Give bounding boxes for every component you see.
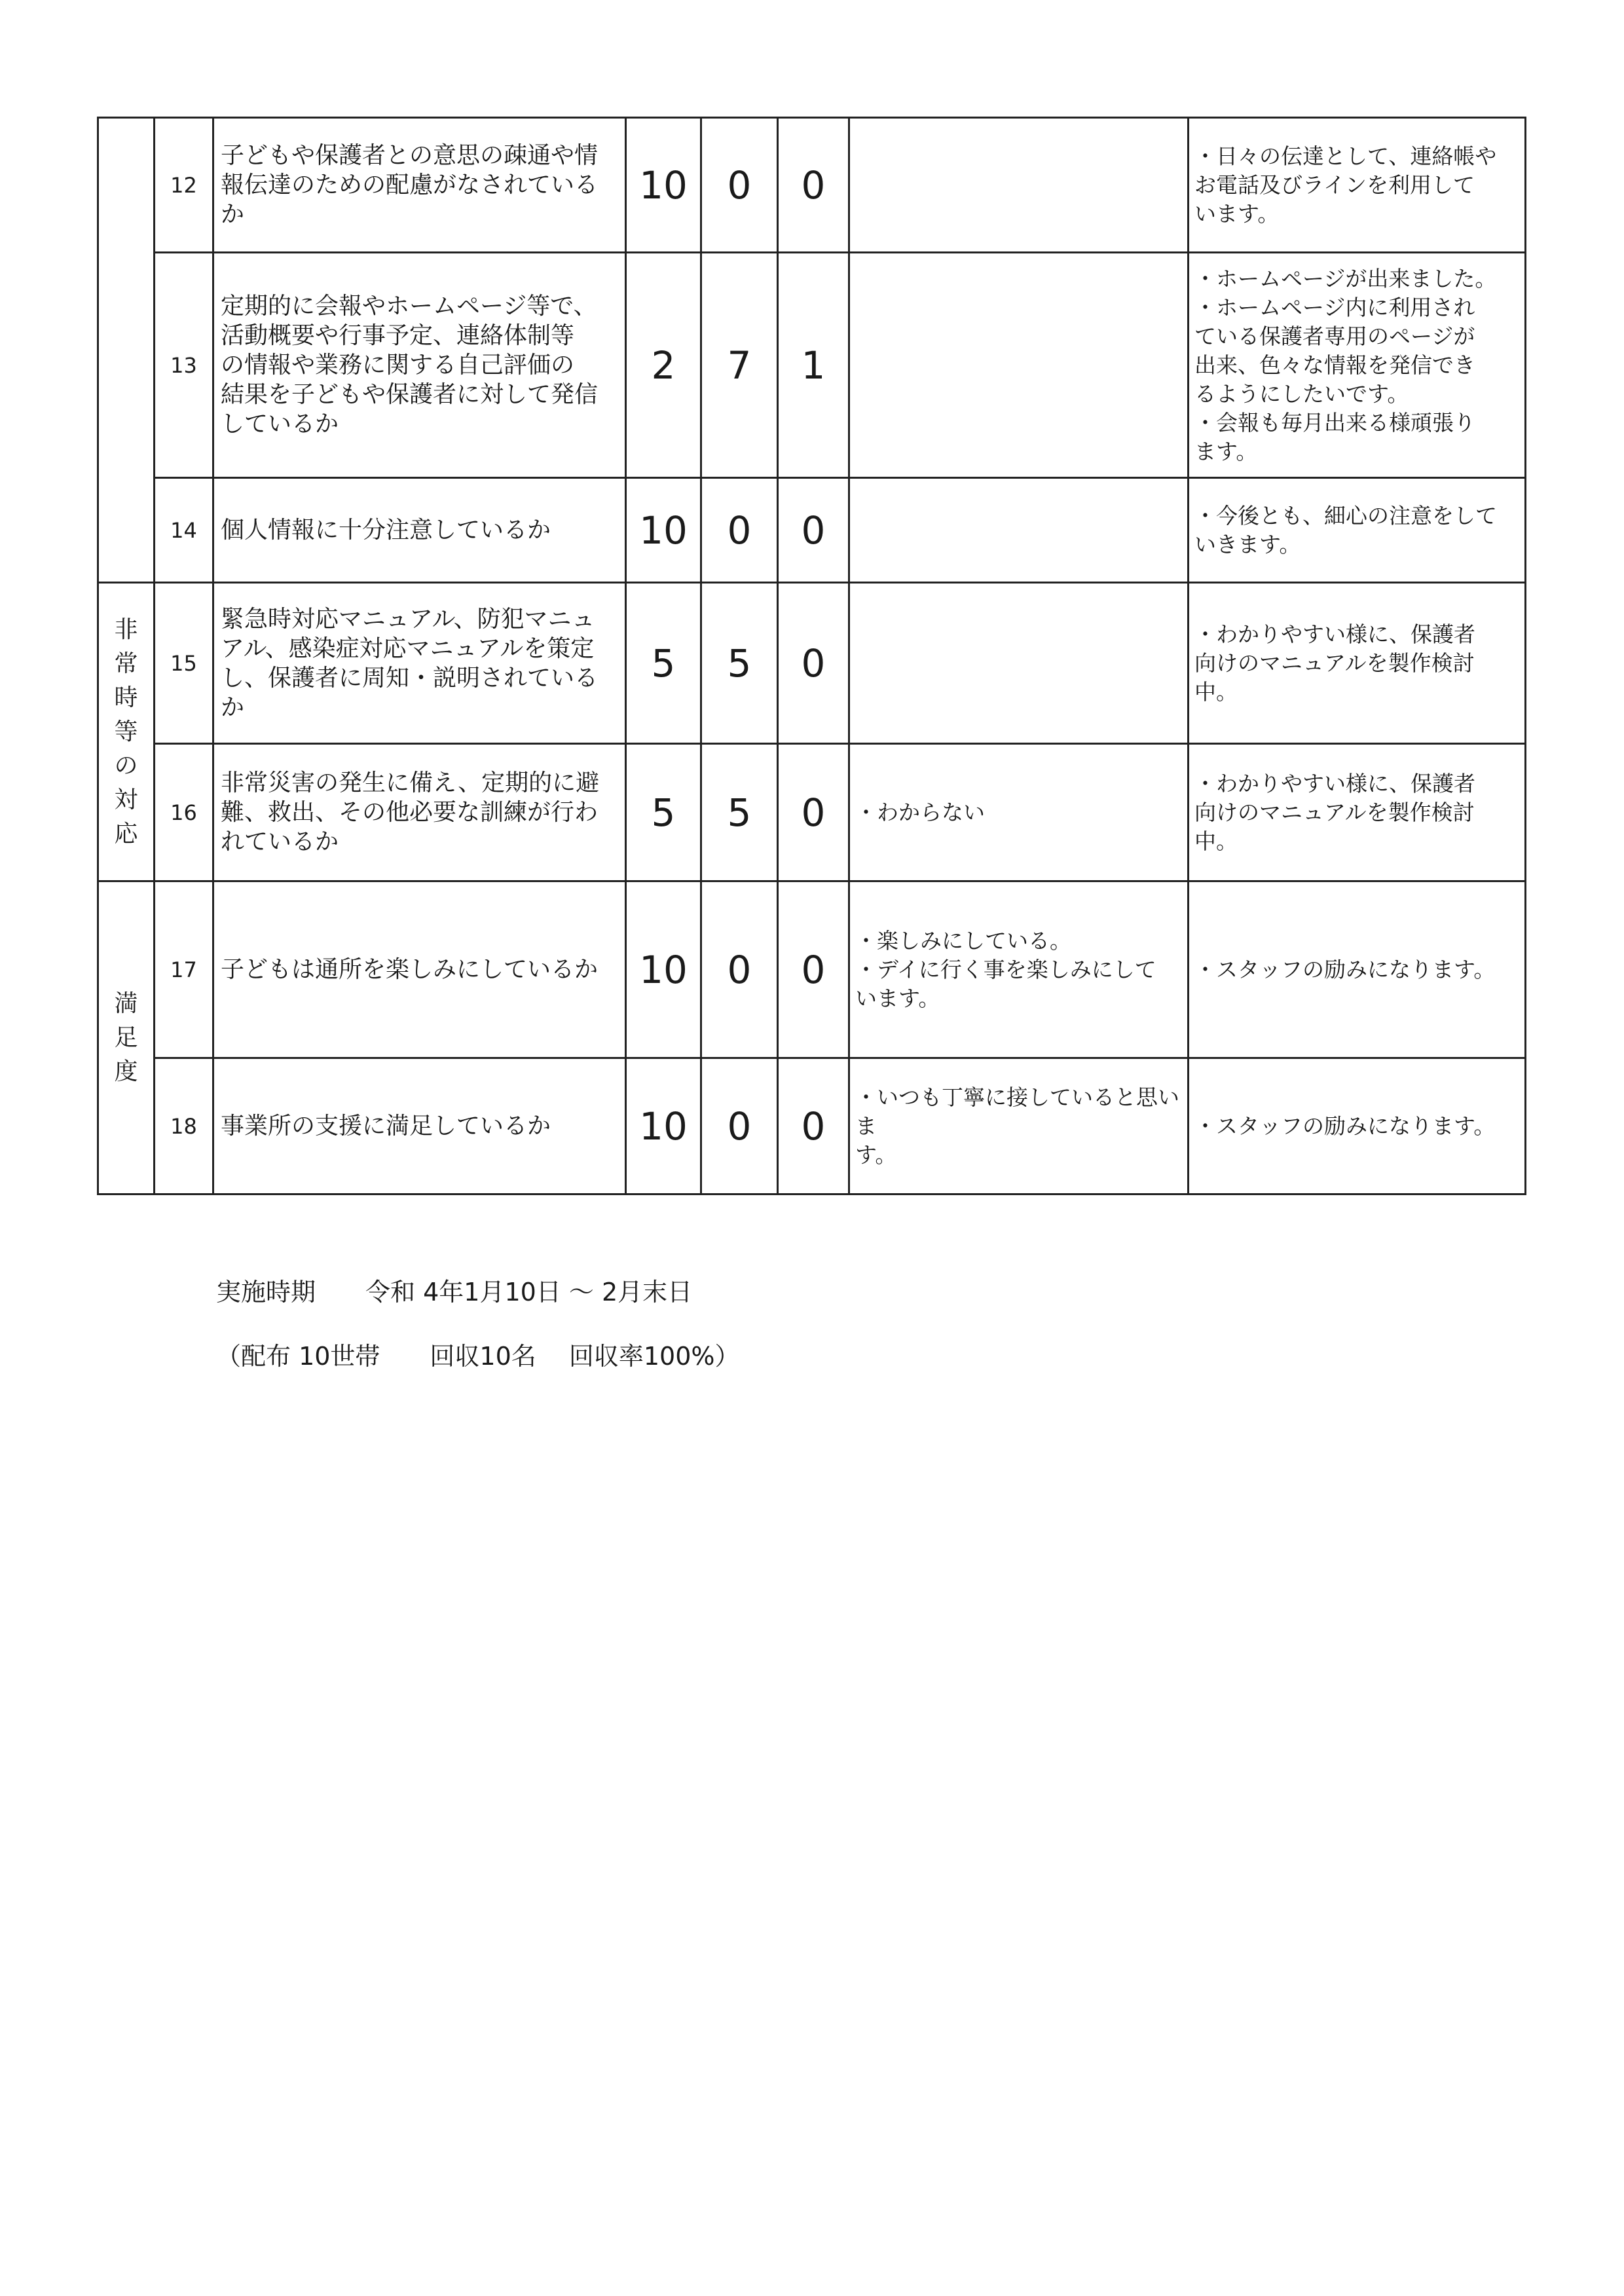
facility-response bbox=[1189, 478, 1526, 583]
comment-line: ・いつも丁寧に接していると思いま bbox=[855, 1084, 1179, 1139]
response-line: 中。 bbox=[1194, 828, 1238, 854]
item-number: 16 bbox=[155, 744, 213, 881]
survey-period bbox=[216, 1272, 692, 1308]
table-body bbox=[98, 118, 1526, 1194]
question-line: 定期的に会報やホームページ等で、 bbox=[221, 293, 597, 320]
response-line: ・ホームページが出来ました。 bbox=[1194, 265, 1497, 291]
count-no: 0 bbox=[778, 478, 849, 583]
category-label: 非常時等の対応 bbox=[114, 616, 138, 847]
comment-line: ・楽しみにしている。 bbox=[855, 927, 1071, 954]
guardian-comments bbox=[849, 744, 1189, 881]
table-row bbox=[98, 881, 1526, 1058]
response-line: 向けのマニュアルを製作検討 bbox=[1194, 650, 1475, 676]
question-line: 事業所の支援に満足しているか bbox=[221, 1113, 551, 1139]
guardian-comments bbox=[849, 1058, 1189, 1194]
table-row bbox=[98, 478, 1526, 583]
question-text bbox=[213, 478, 626, 583]
period-label: 実施時期 bbox=[216, 1278, 316, 1306]
count-neither: 7 bbox=[701, 253, 778, 478]
count-no: 0 bbox=[778, 1058, 849, 1194]
response-line: います。 bbox=[1194, 200, 1280, 227]
count-no: 0 bbox=[778, 583, 849, 744]
table-row bbox=[98, 253, 1526, 478]
count-yes: 10 bbox=[626, 118, 701, 253]
question-line: アル、感染症対応マニュアルを策定 bbox=[221, 635, 595, 662]
category-emergency bbox=[98, 583, 155, 881]
count-neither: 0 bbox=[701, 478, 778, 583]
question-line: か bbox=[221, 201, 245, 228]
count-neither: 0 bbox=[701, 118, 778, 253]
item-number: 17 bbox=[155, 881, 213, 1058]
count-no: 1 bbox=[778, 253, 849, 478]
question-text bbox=[213, 1058, 626, 1194]
count-neither: 5 bbox=[701, 744, 778, 881]
facility-response bbox=[1189, 118, 1526, 253]
item-number: 12 bbox=[155, 118, 213, 253]
response-line: いきます。 bbox=[1194, 531, 1301, 557]
question-line: 非常災害の発生に備え、定期的に避 bbox=[221, 769, 600, 796]
guardian-comments bbox=[849, 253, 1189, 478]
response-line: 向けのマニュアルを製作検討 bbox=[1194, 799, 1475, 825]
question-line: の情報や業務に関する自己評価の bbox=[221, 352, 575, 379]
question-text bbox=[213, 744, 626, 881]
comment-line: す。 bbox=[855, 1141, 897, 1168]
facility-response bbox=[1189, 744, 1526, 881]
distribution-summary: （配布 10世帯 回収10名 回収率100%） bbox=[216, 1342, 740, 1371]
category-cell-continued bbox=[98, 118, 155, 583]
guardian-comments bbox=[849, 881, 1189, 1058]
period-value: 令和 4年1月10日 ～ 2月末日 bbox=[365, 1278, 693, 1306]
response-line: お電話及びラインを利用して bbox=[1194, 172, 1475, 198]
response-line: ます。 bbox=[1194, 438, 1258, 464]
response-line: るようにしたいです。 bbox=[1194, 380, 1409, 407]
count-neither: 0 bbox=[701, 1058, 778, 1194]
response-line: ・わかりやすい様に、保護者 bbox=[1194, 770, 1475, 796]
count-neither: 5 bbox=[701, 583, 778, 744]
count-no: 0 bbox=[778, 118, 849, 253]
item-number: 18 bbox=[155, 1058, 213, 1194]
comment-line: ・わからない bbox=[855, 799, 985, 825]
question-line: し、保護者に周知・説明されているか bbox=[221, 664, 599, 721]
question-line: 個人情報に十分注意しているか bbox=[221, 517, 551, 544]
response-line: ・今後とも、細心の注意をして bbox=[1194, 502, 1497, 528]
category-label: 満足度 bbox=[114, 990, 138, 1085]
question-text bbox=[213, 253, 626, 478]
guardian-comments bbox=[849, 478, 1189, 583]
count-no: 0 bbox=[778, 881, 849, 1058]
comment-line: ・デイに行く事を楽しみにして bbox=[855, 956, 1156, 982]
question-line: 緊急時対応マニュアル、防犯マニュ bbox=[221, 605, 595, 633]
facility-response bbox=[1189, 253, 1526, 478]
item-number: 14 bbox=[155, 478, 213, 583]
response-line: ・ホームページ内に利用され bbox=[1194, 294, 1475, 320]
table-row bbox=[98, 583, 1526, 744]
count-yes: 2 bbox=[626, 253, 701, 478]
count-yes: 10 bbox=[626, 1058, 701, 1194]
count-neither: 0 bbox=[701, 881, 778, 1058]
question-line: 子どもは通所を楽しみにしているか bbox=[221, 956, 599, 983]
question-text bbox=[213, 583, 626, 744]
count-yes: 5 bbox=[626, 744, 701, 881]
response-line: ・スタッフの励みになります。 bbox=[1194, 1113, 1496, 1139]
count-no: 0 bbox=[778, 744, 849, 881]
response-line: ・日々の伝達として、連絡帳や bbox=[1194, 143, 1497, 169]
question-line: 活動概要や行事予定、連絡体制等 bbox=[221, 322, 575, 349]
facility-response bbox=[1189, 583, 1526, 744]
category-satisfaction bbox=[98, 881, 155, 1194]
guardian-comments bbox=[849, 583, 1189, 744]
response-line: 中。 bbox=[1194, 678, 1238, 705]
table-row bbox=[98, 118, 1526, 253]
comment-line: います。 bbox=[855, 985, 940, 1011]
question-line: 結果を子どもや保護者に対して発信 bbox=[221, 381, 599, 408]
table-row bbox=[98, 744, 1526, 881]
guardian-comments bbox=[849, 118, 1189, 253]
question-line: 子どもや保護者との意思の疎通や情 bbox=[221, 142, 599, 169]
facility-response bbox=[1189, 1058, 1526, 1194]
facility-response bbox=[1189, 881, 1526, 1058]
item-number: 15 bbox=[155, 583, 213, 744]
response-line: ・わかりやすい様に、保護者 bbox=[1194, 621, 1475, 647]
count-yes: 10 bbox=[626, 478, 701, 583]
count-yes: 5 bbox=[626, 583, 701, 744]
evaluation-table bbox=[97, 117, 1526, 1195]
question-line: 難、救出、その他必要な訓練が行わ bbox=[221, 799, 599, 826]
question-line: れているか bbox=[221, 828, 339, 855]
question-text bbox=[213, 881, 626, 1058]
table-row bbox=[98, 1058, 1526, 1194]
response-line: ている保護者専用のページが bbox=[1194, 323, 1475, 349]
question-text bbox=[213, 118, 626, 253]
question-line: 報伝達のための配慮がなされている bbox=[221, 172, 599, 198]
question-line: しているか bbox=[221, 411, 339, 437]
response-line: 出来、色々な情報を発信でき bbox=[1194, 352, 1475, 378]
response-line: ・スタッフの励みになります。 bbox=[1194, 956, 1496, 982]
response-line: ・会報も毎月出来る様頑張り bbox=[1194, 409, 1475, 435]
count-yes: 10 bbox=[626, 881, 701, 1058]
item-number: 13 bbox=[155, 253, 213, 478]
